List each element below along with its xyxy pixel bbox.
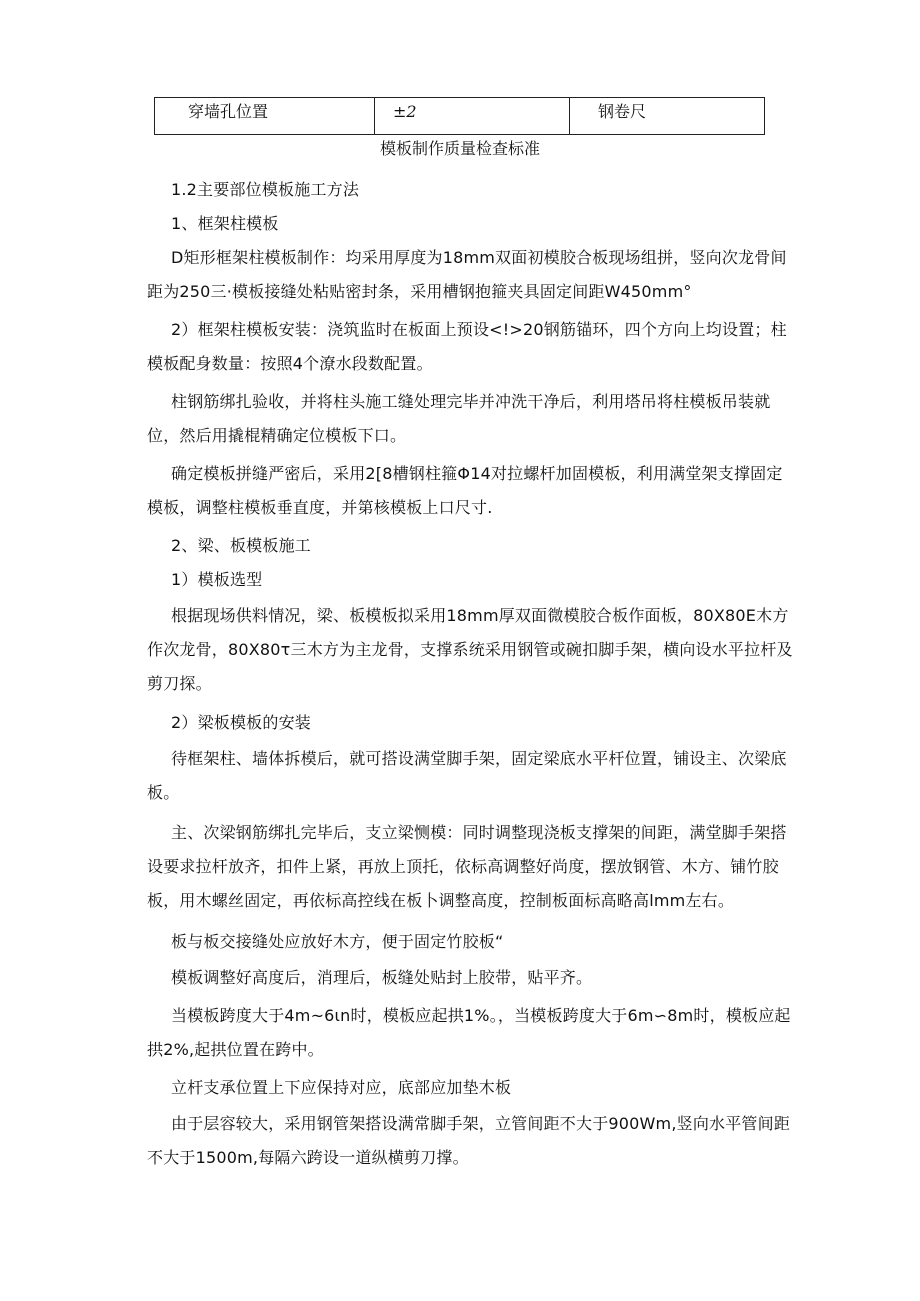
list-heading: 1）模板选型: [171, 570, 263, 589]
quality-table-row: [154, 97, 765, 135]
subsection-heading: 1、框架柱模板: [171, 214, 279, 233]
paragraph: 2）框架柱模板安装：浇筑监时在板面上预设<!>20钢筋锚环，四个方向上均设置；柱模板配身数量：按照4个潦水段数配置。: [147, 320, 787, 373]
paragraph: 当模板跨度大于4m~6ιn时，模板应起拱1%。，当模板跨度大于6m∽8m时，模板应起拱2%,起拱位置在跨中。: [147, 1006, 791, 1059]
section-heading: 1.2主要部位模板施工方法: [171, 180, 360, 199]
paragraph: 模板调整好高度后，消理后，板缝处贴封上胶带，贴平齐。: [171, 968, 593, 987]
paragraph: 板与板交接缝处应放好木方，便于固定竹胶板“: [171, 932, 504, 951]
paragraph: 待框架柱、墙体拆模后，就可搭设满堂脚手架，固定梁底水平杆位置，铺设主、次梁底板。: [147, 749, 787, 802]
table-cell-tolerance: ±2: [375, 98, 570, 134]
paragraph: 主、次梁钢筋绑扎完毕后，支立梁恻模：同时调整现浇板支撑架的间距，满堂脚手架搭设要求拉杆放齐，扣件上紧，再放上顶托，依标高调整好尚度，摆放钢管、木方、铺竹胶板，用木螺丝固定，再依标高控线在板卜调整高度，控制板面标高略高lmm左右。: [147, 823, 787, 910]
subsection-heading: 2、梁、板模板施工: [171, 536, 311, 555]
paragraph: 柱钢筋绑扎验收，并将柱头施工缝处理完毕并冲洗干净后，利用塔吊将柱模板吊装就位，然后用撬棍精确定位模板下口。: [147, 392, 771, 445]
table-cell-tool: 钢卷尺: [598, 102, 647, 121]
paragraph: 立杆支承位置上下应保持对应，底部应加垫木板: [171, 1078, 512, 1097]
paragraph: 根据现场供料情况，梁、板模板拟采用18mm厚双面微模胶合板作面板，80X80E木方作次龙骨，80X80τ三木方为主龙骨，支撑系统采用钢管或碗扣脚手架，横向设水平拉杆及剪刀探。: [147, 606, 793, 693]
paragraph: 由于层容较大，采用钢管架搭设满常脚手架，立管间距不大于900Wm,竖向水平管间距不大于1500m,每隔六跨设一道纵横剪刀撑。: [147, 1114, 791, 1167]
table-caption: 模板制作质量检查标准: [379, 139, 540, 158]
list-heading: 2）梁板模板的安装: [171, 713, 311, 732]
paragraph: 确定模板拼缝严密后，采用2[8槽钢柱箍Φ14对拉螺杆加固模板，利用满堂架支撑固定模板，调整柱模板垂直度，并第核模板上口尺寸.: [147, 464, 783, 517]
table-cell-item: 穿墙孔位置: [155, 98, 375, 134]
paragraph: D矩形框架柱模板制作：均采用厚度为18mm双面初模胶合板现场组拼，竖向次龙骨间距为250三·模板接缝处粘贴密封条，采用槽钢抱箍夹具固定间距W450mm°: [147, 248, 787, 301]
